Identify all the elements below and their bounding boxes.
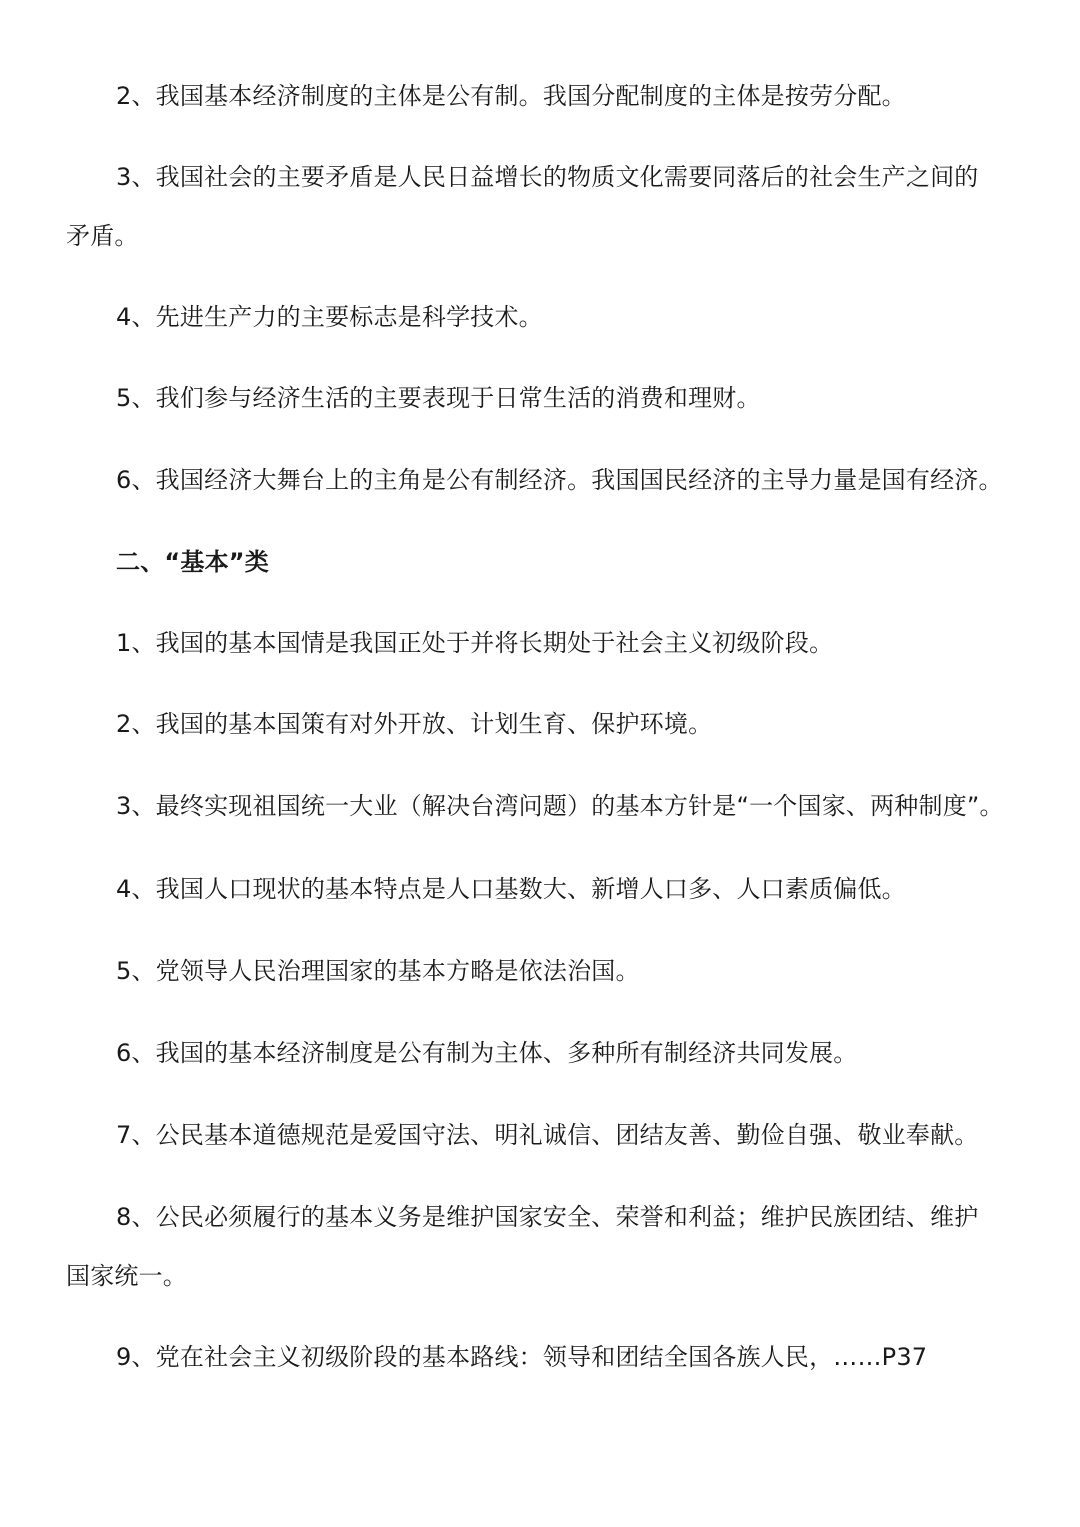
paragraph-s2-4: 4、我国人口现状的基本特点是人口基数大、新增人口多、人口素质偏低。 [116, 875, 906, 903]
paragraph-s1-3-line2: 矛盾。 [66, 222, 139, 250]
paragraph-s2-1: 1、我国的基本国情是我国正处于并将长期处于社会主义初级阶段。 [116, 629, 834, 657]
paragraph-s2-5: 5、党领导人民治理国家的基本方略是依法治国。 [116, 957, 640, 985]
paragraph-s2-3: 3、最终实现祖国统一大业（解决台湾问题）的基本方针是“一个国家、两种制度”。 [116, 792, 1004, 820]
paragraph-s2-2: 2、我国的基本国策有对外开放、计划生育、保护环境。 [116, 710, 713, 738]
paragraph-s2-8-line2: 国家统一。 [66, 1262, 187, 1290]
paragraph-s2-6: 6、我国的基本经济制度是公有制为主体、多种所有制经济共同发展。 [116, 1039, 858, 1067]
paragraph-s1-5: 5、我们参与经济生活的主要表现于日常生活的消费和理财。 [116, 384, 761, 412]
paragraph-s1-3-line1: 3、我国社会的主要矛盾是人民日益增长的物质文化需要同落后的社会生产之间的 [116, 163, 979, 191]
paragraph-s1-4: 4、先进生产力的主要标志是科学技术。 [116, 303, 543, 331]
paragraph-s1-6: 6、我国经济大舞台上的主角是公有制经济。我国国民经济的主导力量是国有经济。 [116, 466, 1003, 494]
paragraph-s1-2: 2、我国基本经济制度的主体是公有制。我国分配制度的主体是按劳分配。 [116, 82, 906, 110]
paragraph-s2-7: 7、公民基本道德规范是爱国守法、明礼诚信、团结友善、勤俭自强、敬业奉献。 [116, 1121, 979, 1149]
paragraph-s2-8-line1: 8、公民必须履行的基本义务是维护国家安全、荣誉和利益；维护民族团结、维护 [116, 1203, 979, 1231]
section-heading-basic: 二、“基本”类 [116, 548, 269, 576]
paragraph-s2-9: 9、党在社会主义初级阶段的基本路线：领导和团结全国各族人民，……P37 [116, 1343, 928, 1371]
